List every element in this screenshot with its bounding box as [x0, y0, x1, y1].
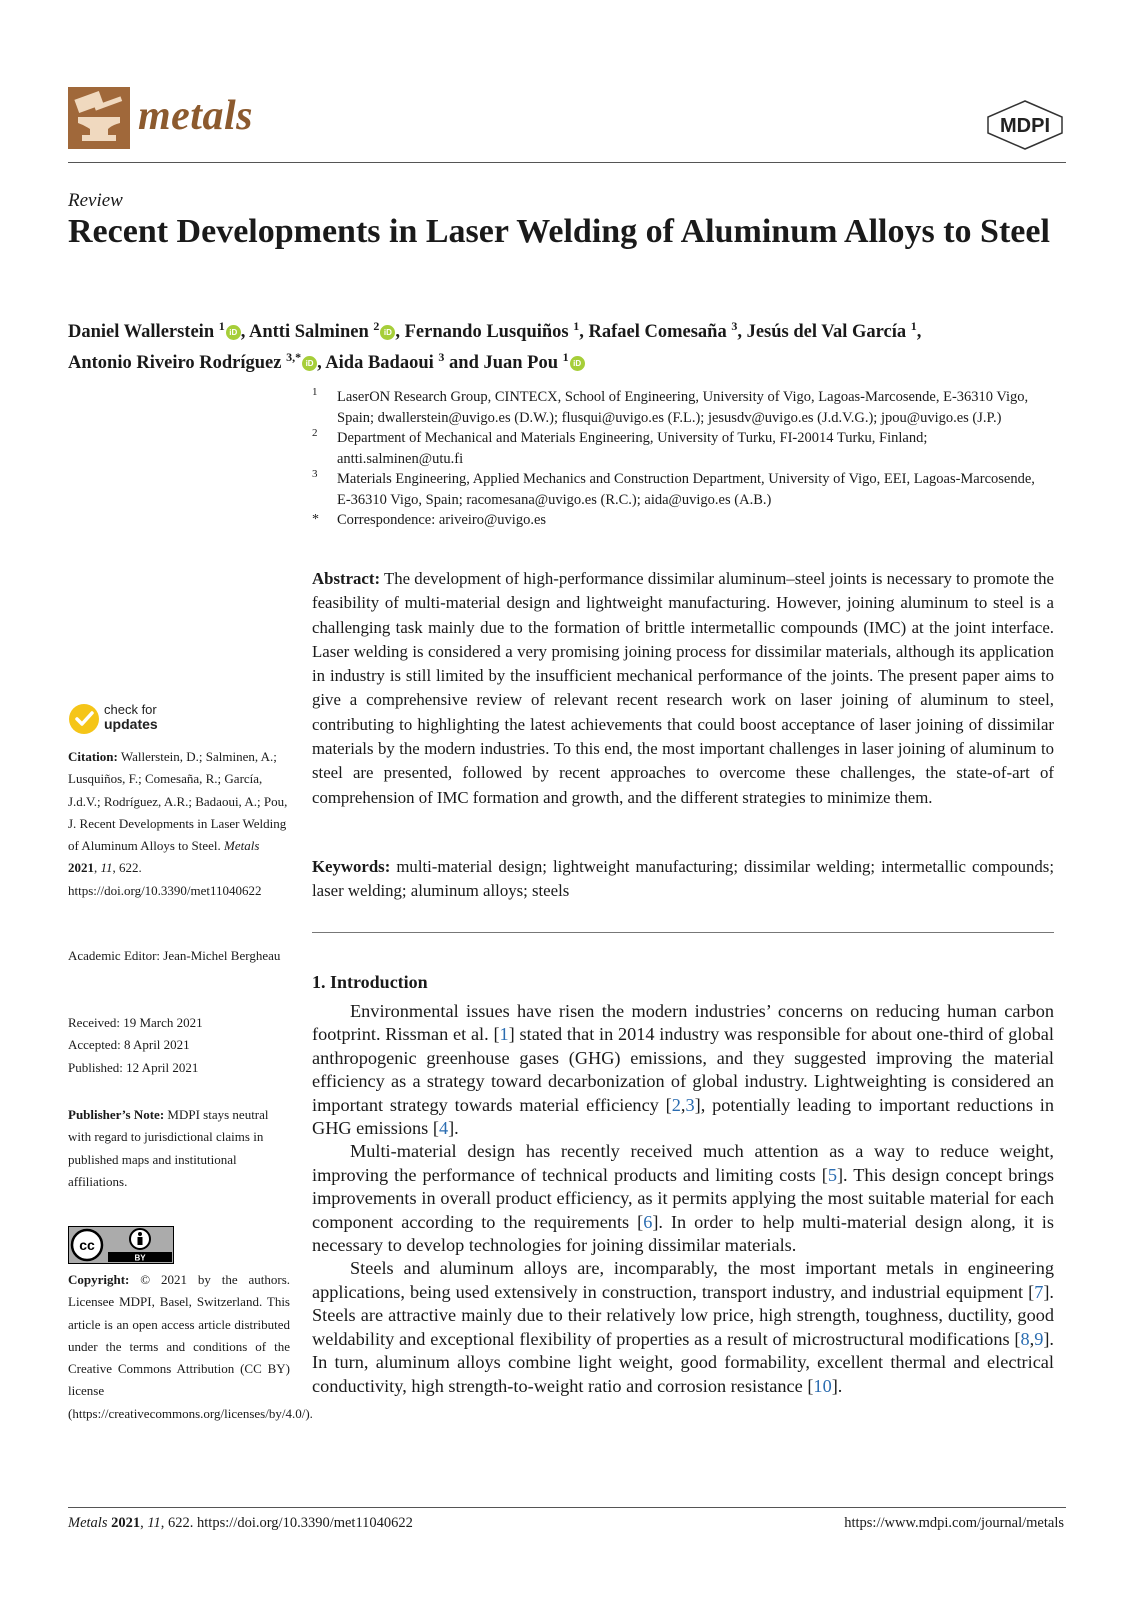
author-separator: , — [579, 322, 589, 343]
check-updates-line1: check for — [104, 702, 157, 717]
section-divider — [312, 932, 1054, 933]
citation-block: Citation: Wallerstein, D.; Salminen, A.; Lusquiños, F.; Comesaña, R.; García, J.d.V.; Rodríguez, A.R.; Badaoui, A.; Pou, J. Recent Developments in Laser Welding of Aluminum Alloys to Steel. Metals 2021, 11, 622. https://doi.org/10.3390/met11040622 — [68, 749, 288, 898]
reference-link[interactable]: 1 — [499, 1024, 509, 1045]
received-date: Received: 19 March 2021 — [68, 1015, 203, 1030]
footer-year: 2021 — [111, 1515, 141, 1531]
affiliation-item — [312, 469, 1052, 510]
journal-name: metals — [138, 93, 253, 139]
reference-link[interactable]: 9 — [1034, 1328, 1044, 1349]
affiliation-text: Materials Engineering, Applied Mechanics and Construction Department, University of Vigo, EEI, Lagoas-Marcosende, E-36310 Vigo, Spain; racomesana@uvigo.es (R.C.); aida@uvigo.es (A.B.) — [337, 471, 1035, 508]
accepted-date: Accepted: 8 April 2021 — [68, 1037, 190, 1053]
reference-link[interactable]: 7 — [1034, 1281, 1044, 1302]
author-affiliation-mark: 1 — [218, 319, 225, 333]
header-divider — [68, 162, 1066, 163]
author-name: Juan Pou — [483, 353, 563, 374]
paragraph-text: , — [1029, 1328, 1035, 1349]
author-affiliation-mark: 3 — [438, 350, 445, 365]
keywords-label: Keywords: — [312, 857, 391, 876]
mdpi-logo-text: MDPI — [1000, 115, 1050, 137]
reference-link[interactable]: 8 — [1020, 1328, 1030, 1349]
citation-journal: Metals — [224, 838, 260, 854]
author-separator: , — [737, 322, 747, 343]
mdpi-logo — [984, 99, 1066, 151]
body-paragraph — [312, 1000, 1054, 1140]
introduction-body — [312, 1000, 1054, 1398]
affiliation-mark: 2 — [312, 427, 318, 439]
citation-label: Citation: — [68, 749, 118, 764]
paragraph-text: ]. This design concept brings improvements in overall product efficiency, as it permits applying the most suitable material for each component according to the requirements [ — [312, 1164, 1054, 1232]
paragraph-text: ]. — [448, 1118, 459, 1139]
abstract-text: The development of high-performance dissimilar aluminum–steel joints is necessary to promote the feasibility of multi-material design and lightweight manufacturing. However, joining aluminum to steel is a challenging task mainly due to the formation of brittle intermetallic compounds (IMC) at the joint interface. Laser welding is considered a very promising joining process for dissimilar materials, although its application in industry is still limited by the insufficient mechanical performance of the joints. The present paper aims to give a comprehensive review of relevant recent research work on laser joining of aluminum to steel, contributing to highlighting the latest achievements that could boost acceptance of laser joining of dissimilar materials by the modern industries. To this end, the most important challenges in laser joining of aluminum to steel are presented, followed by recent approaches to overcome these challenges, the state-of-art of comprehension of IMC formation and growth, and the different strategies to minimize them. — [312, 569, 1054, 807]
reference-link[interactable]: 4 — [438, 1118, 449, 1139]
reference-link[interactable]: 2 — [671, 1094, 681, 1115]
reference-link[interactable]: 10 — [813, 1375, 832, 1396]
author-affiliation-mark: 2 — [373, 319, 380, 333]
paragraph-text: Multi-material design has recently received much attention as a way to reduce weight, improving the performance of technical products and limiting costs [ — [312, 1141, 1054, 1185]
affiliation-text: Department of Mechanical and Materials Engineering, University of Turku, FI-20014 Turku, Finland; antti.salminen@utu.fi — [337, 430, 928, 467]
paragraph-text: ]. Steels are attractive mainly due to their relatively low price, high strength, toughness, ductility, good weldability and exceptional flexibility of properties as a result of microstructural modifications [ — [312, 1281, 1054, 1349]
author-name: Aida Badaoui — [325, 353, 439, 374]
author-list — [68, 314, 1068, 376]
body-paragraph — [312, 1257, 1054, 1397]
paragraph-text: Environmental issues have risen the modern industries’ concerns on reducing human carbon footprint. Rissman et al. [ — [312, 1001, 1054, 1045]
paragraph-text: ], potentially leading to important reductions in GHG emissions [ — [312, 1094, 1054, 1139]
copyright-text: © 2021 by the authors. Licensee MDPI, Basel, Switzerland. This article is an open access article distributed under the terms and conditions of the Creative Commons Attribution (CC BY) license (https://creativecommons.org/licenses/by/4.0/). — [68, 1272, 313, 1421]
orcid-icon[interactable]: iD — [302, 356, 317, 371]
check-updates-line2: updates — [104, 716, 158, 732]
affiliation-mark: 1 — [312, 386, 318, 398]
author-name: Rafael Comesaña — [588, 322, 732, 343]
author-affiliation-mark: 1 — [573, 319, 580, 333]
published-date: Published: 12 April 2021 — [68, 1059, 199, 1075]
footer-citation: Metals 2021, 11, 622. https://doi.org/10.3390/met11040622 — [68, 1515, 413, 1531]
reference-link[interactable]: 5 — [827, 1164, 837, 1185]
journal-logo-anvil-icon — [68, 87, 130, 149]
author-separator: , — [916, 322, 922, 343]
author-name: Antonio Riveiro Rodríguez — [68, 353, 287, 374]
author-separator: , — [240, 322, 249, 343]
author-name: Daniel Wallerstein — [68, 322, 219, 343]
publishers-note-text: MDPI stays neutral with regard to jurisdictional claims in published maps and institutional affiliations. — [68, 1107, 269, 1189]
section-heading: 1. Introduction — [312, 972, 428, 992]
by-text: BY — [134, 1253, 146, 1263]
copyright-label: Copyright: — [68, 1272, 130, 1287]
citation-year: 2021 — [68, 860, 94, 876]
footer-journal-url[interactable]: https://www.mdpi.com/journal/metals — [844, 1515, 1064, 1531]
affiliation-item — [312, 387, 1052, 428]
article-type: Review — [68, 190, 123, 211]
affiliation-mark: 3 — [312, 468, 318, 480]
check-for-updates-button[interactable] — [68, 701, 188, 737]
author-separator: , — [395, 322, 405, 343]
author-name: Antti Salminen — [248, 322, 374, 343]
citation-doi[interactable]: , 622. https://doi.org/10.3390/met11040622 — [68, 860, 262, 898]
author-separator: and — [444, 353, 484, 374]
author-affiliation-mark: 3 — [731, 319, 738, 333]
affiliations — [312, 387, 1052, 531]
cc-by-license-icon[interactable] — [68, 1226, 174, 1264]
footer-journal: Metals — [68, 1515, 108, 1531]
cc-text: cc — [79, 1237, 95, 1253]
abstract-label: Abstract: — [312, 569, 381, 588]
academic-editor: Academic Editor: Jean-Michel Bergheau — [68, 948, 281, 963]
orcid-icon[interactable]: iD — [570, 356, 585, 371]
reference-link[interactable]: 3 — [685, 1094, 695, 1115]
affiliation-item — [312, 428, 1052, 469]
body-paragraph — [312, 1140, 1054, 1257]
footer-doi[interactable]: , 622. https://doi.org/10.3390/met11040622 — [160, 1515, 413, 1531]
citation-text: Wallerstein, D.; Salminen, A.; Lusquiños, F.; Comesaña, R.; García, J.d.V.; Rodríguez, A.R.; Badaoui, A.; Pou, J. Recent Developments in Laser Welding of Aluminum Alloys to Steel. — [68, 749, 288, 854]
publishers-note — [68, 1104, 290, 1193]
affiliation-text: LaserON Research Group, CINTECX, School of Engineering, University of Vigo, Lagoas-Marcosende, E-36310 Vigo, Spain; dwallerstein@uvigo.es (D.W.); flusqui@uvigo.es (F.L.); jesusdv@uvigo.es (J.d.V.G.); jpou@uvigo.es (J.P.) — [337, 389, 1029, 426]
reference-link[interactable]: 6 — [643, 1211, 653, 1232]
citation-volume: 11 — [100, 860, 113, 876]
article-dates — [68, 1012, 290, 1079]
keywords-text: multi-material design; lightweight manufacturing; dissimilar welding; intermetallic compounds; laser welding; aluminum alloys; steels — [312, 857, 1054, 901]
paragraph-text: ]. — [831, 1375, 843, 1396]
author-affiliation-mark: 1 — [562, 350, 569, 365]
paragraph-text: ]. In turn, aluminum alloys combine light weight, good formability, excellent thermal and electrical conductivity, high strength-to-weight ratio and corrosion resistance [ — [312, 1328, 1054, 1396]
affiliation-item — [312, 510, 1052, 531]
article-title: Recent Developments in Laser Welding of Aluminum Alloys to Steel — [68, 213, 1050, 250]
check-updates-icon — [68, 703, 100, 735]
paragraph-text: ]. In order to help multi-material design along, it is necessary to develop technologies for joining dissimilar materials. — [312, 1211, 1055, 1256]
copyright-block — [68, 1269, 313, 1425]
author-name: Fernando Lusquiños — [404, 322, 574, 343]
orcid-icon[interactable]: iD — [226, 325, 241, 340]
orcid-icon[interactable]: iD — [380, 325, 395, 340]
paragraph-text: Steels and aluminum alloys are, incomparably, the most important metals in engineering applications, being used extensively in construction, transport industry, and industrial equipment [ — [312, 1258, 1054, 1302]
paragraph-text: ] stated that in 2014 industry was responsible for about one-third of global anthropogenic greenhouse gases (GHG) emissions, and they suggested improving the material efficiency as a strategy toward decarbonization of global industry. Lightweighting is considered an important strategy towards material efficiency [ — [312, 1024, 1054, 1115]
author-affiliation-mark: 1 — [910, 319, 917, 333]
affiliation-text: Correspondence: ariveiro@uvigo.es — [337, 512, 547, 528]
footer-divider — [68, 1507, 1066, 1508]
paragraph-text: , — [680, 1094, 686, 1115]
publishers-note-label: Publisher’s Note: — [68, 1107, 165, 1122]
affiliation-mark: * — [312, 512, 319, 527]
footer-volume: 11 — [147, 1515, 161, 1531]
author-name: Jesús del Val García — [746, 322, 911, 343]
abstract — [312, 567, 1054, 810]
author-separator: , — [317, 353, 326, 374]
author-affiliation-mark: 3,* — [286, 350, 302, 365]
keywords — [312, 855, 1054, 904]
